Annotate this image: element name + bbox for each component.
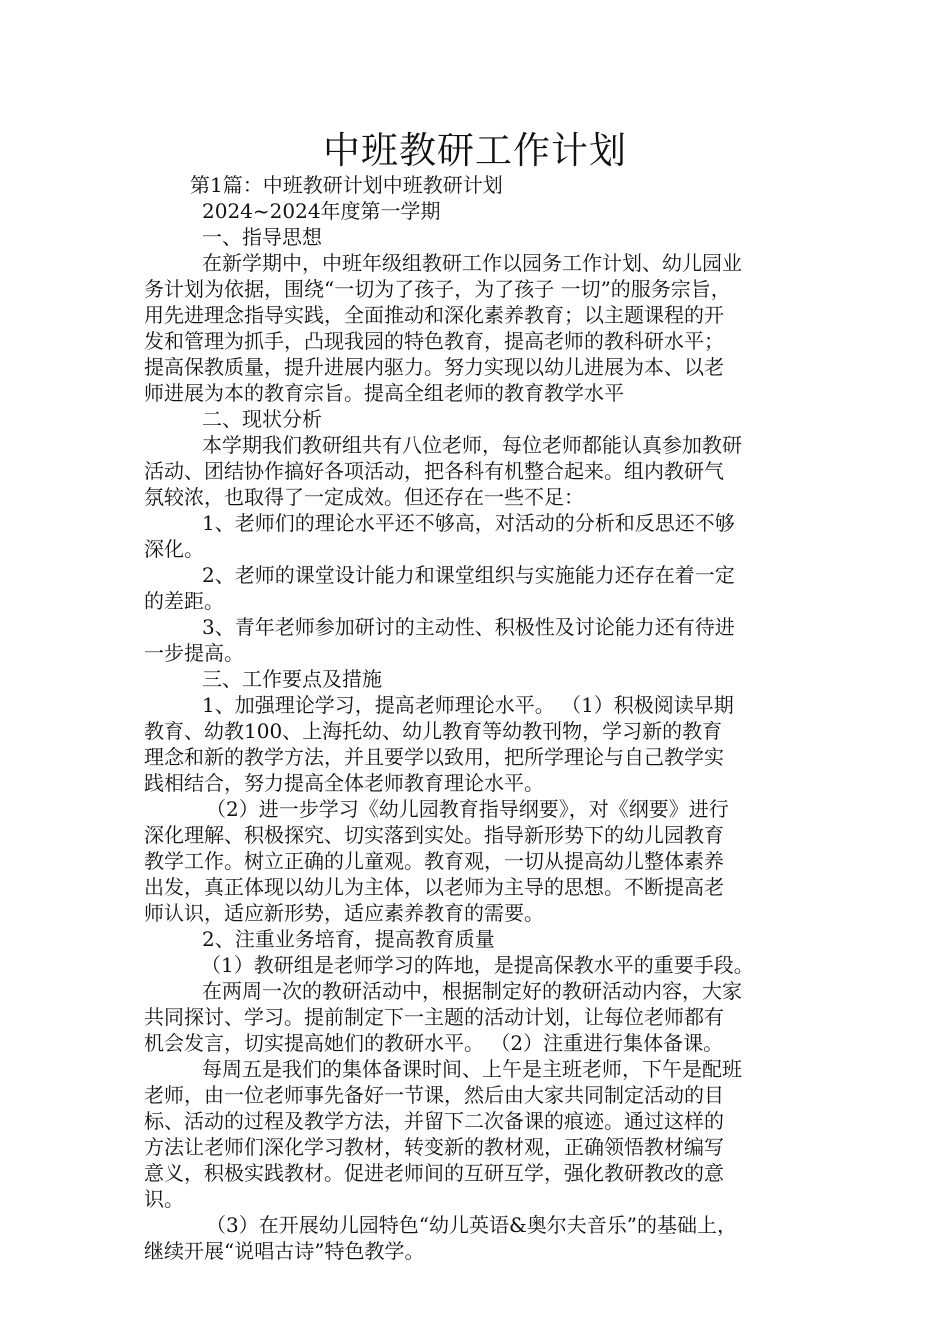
text-line: 1、老师们的理论水平还不够高，对活动的分析和反思还不够: [202, 511, 735, 535]
text-line: 践相结合，努力提高全体老师教育理论水平。: [144, 771, 544, 795]
text-line: 在新学期中，中班年级组教研工作以园务工作计划、幼儿园业: [202, 251, 742, 275]
text-line: 用先进理念指导实践，全面推动和深化素养教育；以主题课程的开: [144, 303, 724, 327]
text-line: 老师，由一位老师事先备好一节课，然后由大家共同制定活动的目: [144, 1083, 724, 1107]
text-line: 本学期我们教研组共有八位老师，每位老师都能认真参加教研: [202, 433, 742, 457]
text-line: （2）进一步学习《幼儿园教育指导纲要》，对《纲要》进行: [206, 797, 729, 821]
text-line: 共同探讨、学习。提前制定下一主题的活动计划，让每位老师都有: [144, 1005, 724, 1029]
text-line: 提高保教质量，提升进展内驱力。努力实现以幼儿进展为本、以老: [144, 355, 724, 379]
text-line: （1）教研组是老师学习的阵地，是提高保教水平的重要手段。: [201, 953, 754, 977]
text-line: 深化理解、积极探究、切实落到实处。指导新形势下的幼儿园教育: [144, 823, 724, 847]
text-line: 一步提高。: [144, 641, 244, 665]
text-line: 深化。: [144, 537, 204, 561]
subsection-heading: 2、注重业务培育，提高教育质量: [202, 927, 495, 951]
term-line: 2024~2024年度第一学期: [202, 199, 441, 223]
text-line: 机会发言，切实提高她们的教研水平。 （2）注重进行集体备课。: [144, 1031, 724, 1055]
text-line: 2、老师的课堂设计能力和课堂组织与实施能力还存在着一定: [202, 563, 735, 587]
text-line: 出发，真正体现以幼儿为主体，以老师为主导的思想。不断提高老: [144, 875, 724, 899]
text-line: 方法让老师们深化学习教材，转变新的教材观，正确领悟教材编写: [144, 1135, 724, 1159]
section-heading: 一、指导思想: [202, 225, 322, 249]
text-line: 教学工作。树立正确的儿童观。教育观，一切从提高幼儿整体素养: [144, 849, 724, 873]
text-line: 的差距。: [144, 589, 224, 613]
text-line: 1、加强理论学习，提高老师理论水平。 （1）积极阅读早期: [202, 693, 734, 717]
text-line: 3、青年老师参加研讨的主动性、积极性及讨论能力还有待进: [202, 615, 735, 639]
document-body: [144, 172, 808, 1264]
text-line: 氛较浓，也取得了一定成效。但还存在一些不足：: [144, 485, 584, 509]
text-line: 意义，积极实践教材。促进老师间的互研互学，强化教研教改的意: [144, 1161, 724, 1185]
text-line: 教育、幼教100、上海托幼、幼儿教育等幼教刊物，学习新的教育: [144, 719, 723, 743]
document-title: 中班教研工作计划: [323, 129, 627, 172]
text-line: 师进展为本的教育宗旨。提高全组老师的教育教学水平: [144, 381, 624, 405]
text-line: 务计划为依据，围绕“一切为了孩子，为了孩子 一切”的服务宗旨，: [144, 277, 731, 301]
section-heading: 三、工作要点及措施: [202, 667, 382, 691]
article-heading: 第1篇：中班教研计划中班教研计划: [190, 173, 503, 197]
text-line: 继续开展“说唱古诗”特色教学。: [144, 1239, 425, 1263]
text-line: 师认识，适应新形势，适应素养教育的需要。: [144, 901, 544, 925]
section-heading: 二、现状分析: [202, 407, 322, 431]
text-line: 识。: [144, 1187, 184, 1211]
text-line: 标、活动的过程及教学方法，并留下二次备课的痕迹。通过这样的: [144, 1109, 724, 1133]
text-line: 发和管理为抓手，凸现我园的特色教育，提高老师的教科研水平；: [144, 329, 724, 353]
text-line: 在两周一次的教研活动中，根据制定好的教研活动内容，大家: [202, 979, 742, 1003]
text-line: （3）在开展幼儿园特色“幼儿英语&奥尔夫音乐”的基础上，: [206, 1213, 737, 1237]
text-line: 理念和新的教学方法，并且要学以致用，把所学理论与自己教学实: [144, 745, 724, 769]
text-line: 每周五是我们的集体备课时间、上午是主班老师，下午是配班: [202, 1057, 742, 1081]
text-line: 活动、团结协作搞好各项活动，把各科有机整合起来。组内教研气: [144, 459, 724, 483]
